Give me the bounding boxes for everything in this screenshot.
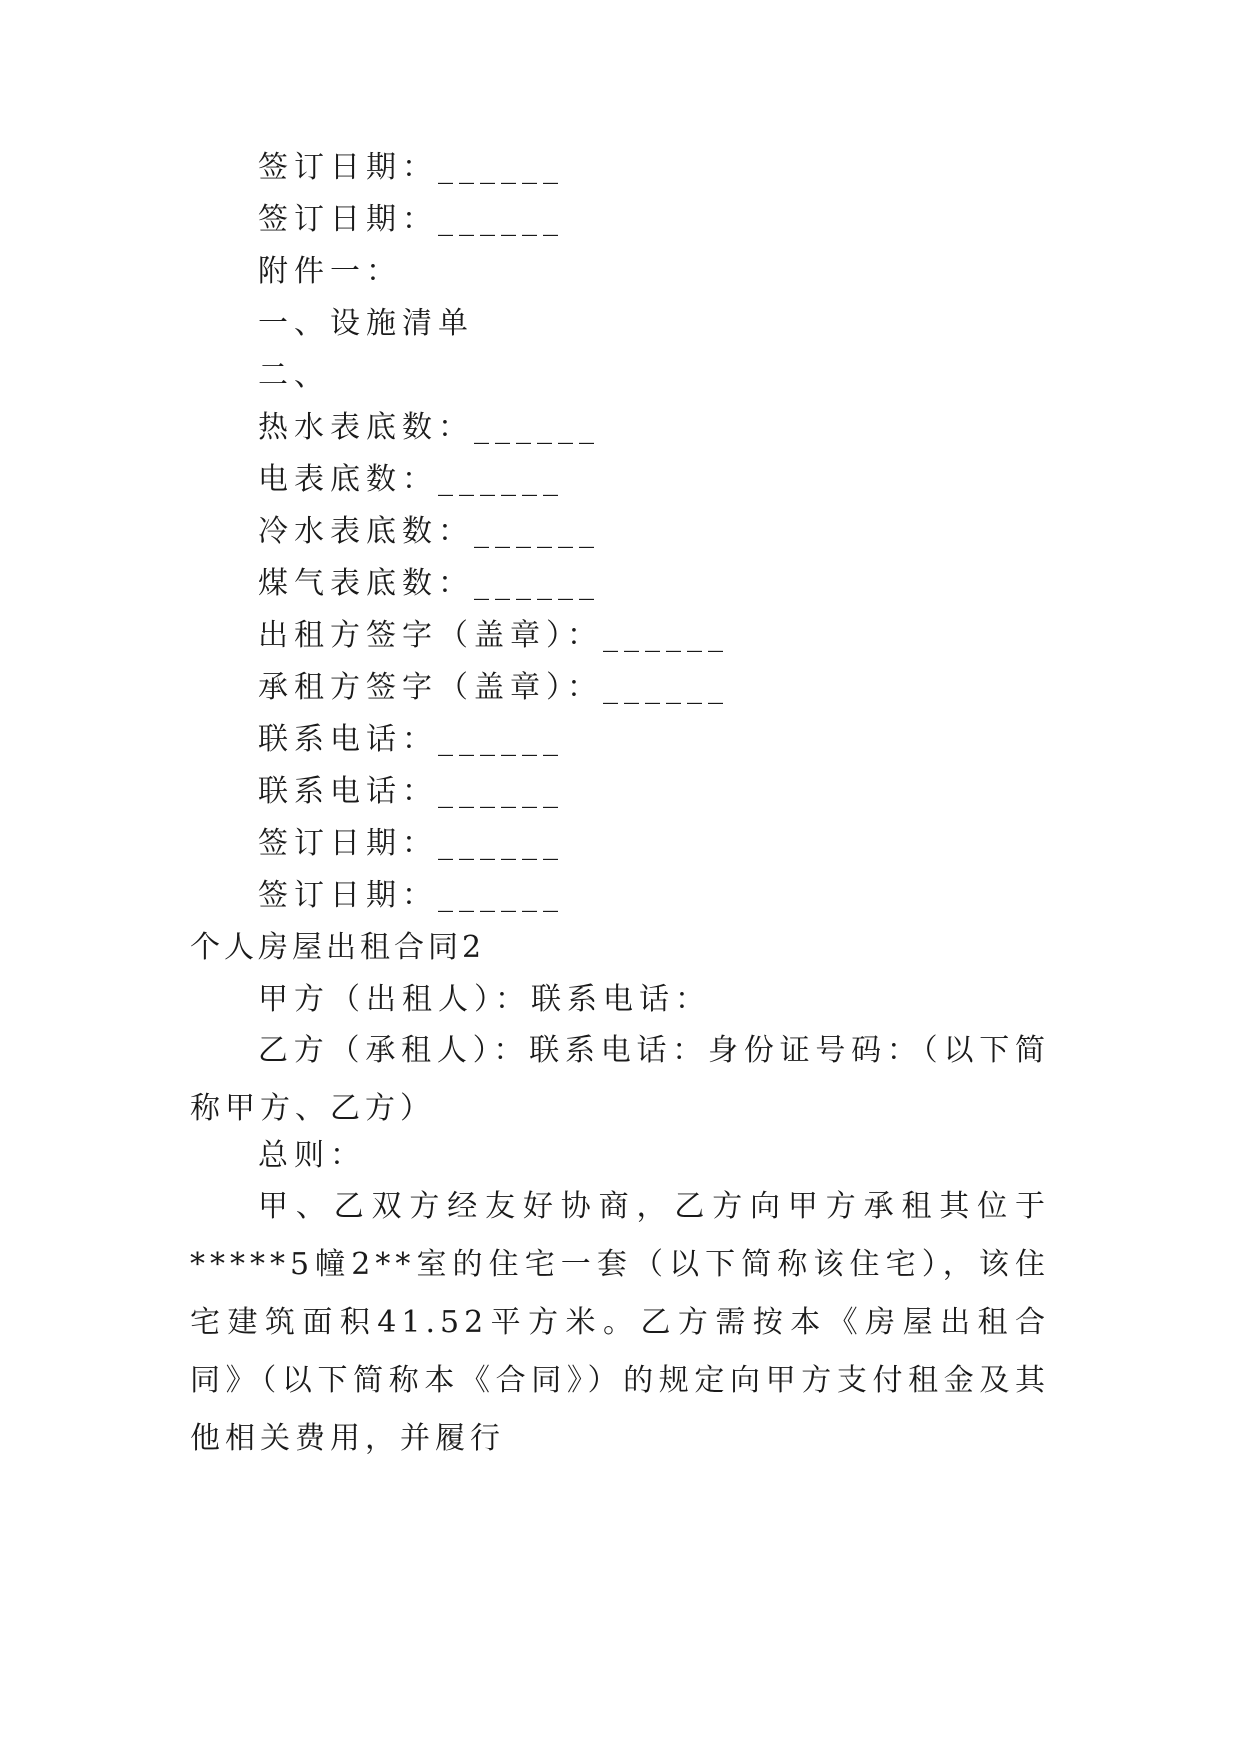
general-body-paragraph: 甲、乙双方经友好协商，乙方向甲方承租其位于*****5幢2**室的住宅一套（以下简称该住宅），该住宅建筑面积41.52平方米。乙方需按本《房屋出租合同》（以下简称本《合同》）的规定向甲方支付租金及其他相关费用，并履行 [190, 1189, 1050, 1456]
signing-date-line: 签订日期：______ [258, 878, 564, 913]
hot-water-meter-line: 热水表底数：______ [258, 410, 600, 445]
signing-date-line: 签订日期：______ [258, 826, 564, 861]
cold-water-meter-line: 冷水表底数：______ [258, 514, 600, 549]
contract-title: 个人房屋出租合同2 [190, 930, 486, 965]
facility-list-heading: 一、设施清单 [258, 306, 474, 341]
electric-meter-line: 电表底数：______ [258, 462, 564, 497]
general-heading: 总则： [258, 1138, 366, 1173]
phone-line: 联系电话：______ [258, 774, 564, 809]
section-two-heading: 二、 [258, 358, 330, 393]
lessee-signature-line: 承租方签字（盖章）：______ [258, 670, 729, 705]
signing-date-line: 签订日期：______ [258, 150, 564, 185]
signing-date-line: 签订日期：______ [258, 202, 564, 237]
attachment-heading: 附件一： [258, 254, 402, 289]
phone-line: 联系电话：______ [258, 722, 564, 757]
party-b-paragraph: 乙方（承租人）：联系电话：身份证号码：（以下简称甲方、乙方） [190, 1033, 1050, 1126]
gas-meter-line: 煤气表底数：______ [258, 566, 600, 601]
lessor-signature-line: 出租方签字（盖章）：______ [258, 618, 729, 653]
party-a-line: 甲方（出租人）：联系电话： [258, 982, 711, 1017]
